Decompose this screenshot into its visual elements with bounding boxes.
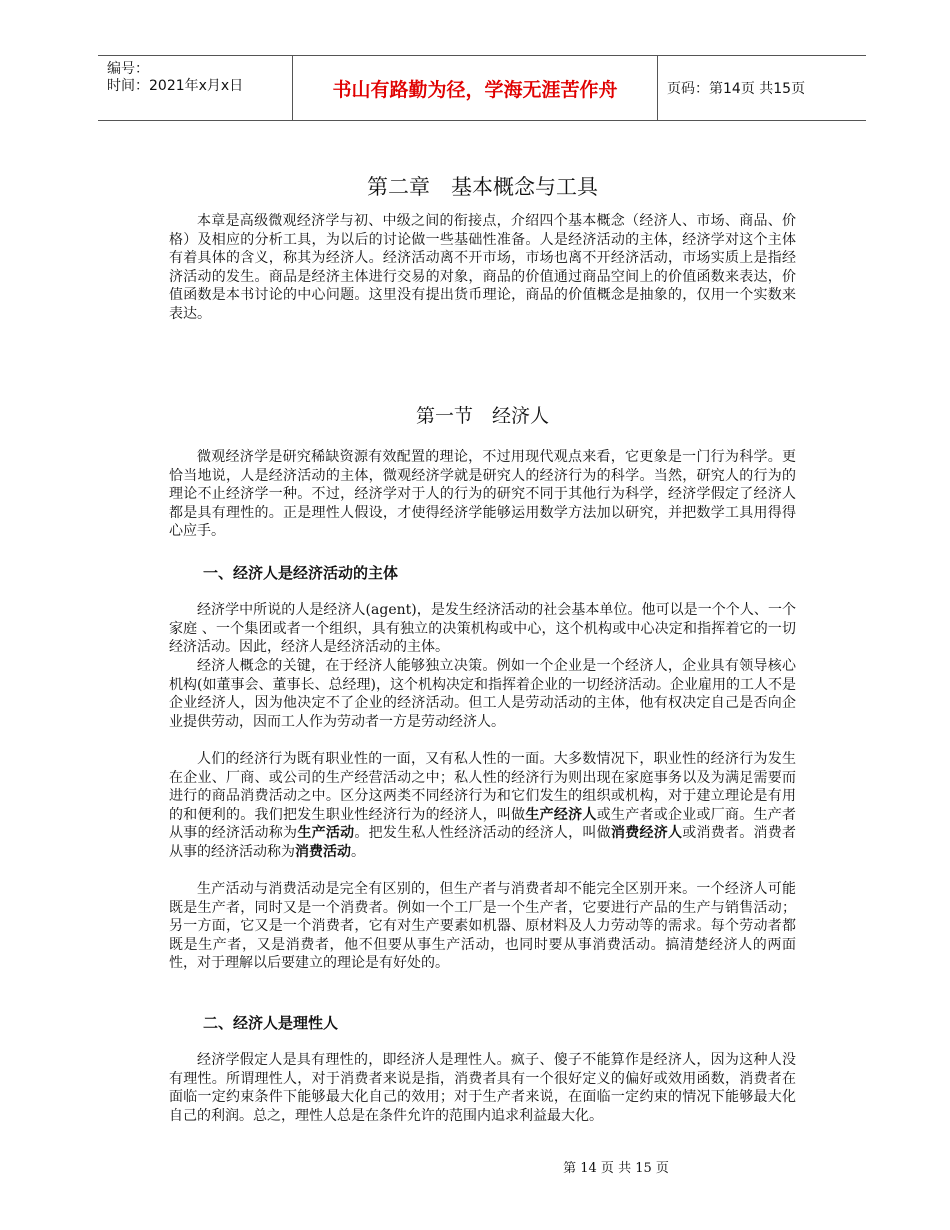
page-header <box>98 55 866 121</box>
code-label: 编号： <box>107 61 149 77</box>
section-title: 第一节 经济人 <box>415 405 549 427</box>
heading-rational-agent: 二、经济人是理性人 <box>203 1014 339 1032</box>
section-intro: 微观经济学是研究稀缺资源有效配置的理论，不过用现代观点来看，它更象是一门行为科学。更恰当地说，人是经济活动的主体，微观经济学就是研究人的经济行为的科学。当然，研究人的行为的理论不止经济学一种。不过，经济学对于人的行为的研究不同于其他行为科学，经济学假定了经济人都是具有理性的。正是理性人假设，才使得经济学能够运用数学方法加以研究，并把数学工具用得得心应手。 <box>169 449 796 540</box>
p3-text-4: 或消费者。消费者从事的经济活动称为 <box>169 825 797 860</box>
paragraph-agent-decision: 经济人概念的关键，在于经济人能够独立决策。例如一个企业是一个经济人，企业具有领导核心机构(如董事会、董事长、总经理)，这个机构决定和指挥着企业的一切经济活动。企业雇用的工人不是企业经济人，因为他决定不了企业的经济活动。但工人是劳动活动的主体，他有权决定自己是否向企业提供劳动，因而工人作为劳动者一方是劳动经济人。 <box>169 658 796 730</box>
chapter-intro: 本章是高级微观经济学与初、中级之间的衔接点，介绍四个基本概念（经济人、市场、商品、价格）及相应的分析工具，为以后的讨论做一些基础性准备。人是经济活动的主体，经济学对这个主体有着具体的含义，称其为经济人。经济活动离不开市场，市场也离不开经济活动，市场实质上是指经济活动的发生。商品是经济主体进行交易的对象，商品的价值通过商品空间上的价值函数来表达，价值函数是本书讨论的中心问题。这里没有提出货币理论，商品的价值概念是抽象的，仅用一个实数来表达。 <box>169 213 796 322</box>
paragraph-rational-agent: 经济学假定人是具有理性的，即经济人是理性人。疯子、傻子不能算作是经济人，因为这种人没有理性。所谓理性人，对于消费者来说是指，消费者具有一个很好定义的偏好或效用函数，消费者在面临一定约束条件下能够最大化自己的效用；对于生产者来说，在面临一定约束的情况下能够最大化自己的利润。总之，理性人总是在条件允许的范围内追求利益最大化。 <box>169 1052 796 1124</box>
p3-text-1: 人们的经济行为既有职业性的一面，又有私人性的一面。大多数情况下，职业性的经济行为发生在企业、厂商、或公司的生产经营活动之中；私人性的经济行为则出现在家庭事务以及为满足需要而进行的商品消费活动之中。区分这两类不同经济行为和它们发生的组织或机构，对于建立理论是有用的和便利的。我们把发生职业性经济行为的经济人，叫做 <box>169 751 796 823</box>
page-footer: 第 14 页 共 15 页 <box>563 1161 669 1176</box>
header-page-info: 页码：第14页 共15页 <box>667 81 806 97</box>
term-production-activity: 生产活动 <box>297 825 355 842</box>
term-consumer-agent: 消费经济人 <box>610 825 683 842</box>
p3-text-3: 。把发生私人性经济活动的经济人，叫做 <box>354 825 611 842</box>
paragraph-agent-duality: 生产活动与消费活动是完全有区别的，但生产者与消费者却不能完全区别开来。一个经济人可能既是生产者，同时又是一个消费者。例如一个工厂是一个生产者，它要进行产品的生产与销售活动；另一方面，它又是一个消费者，它有对生产要素如机器、原材料及人力劳动等的需求。每个劳动者都既是生产者，又是消费者，他不但要从事生产活动，也同时要从事消费活动。搞清楚经济人的两面性，对于理解以后要建立的理论是有好处的。 <box>169 881 796 972</box>
chapter-title: 第二章 基本概念与工具 <box>367 175 598 199</box>
header-meta <box>98 56 293 120</box>
paragraph-agent-behavior <box>169 750 796 862</box>
paragraph-agent-definition: 经济学中所说的人是经济人(agent)，是发生经济活动的社会基本单位。他可以是一个个人、一个家庭 、一个集团或者一个组织，具有独立的决策机构或中心，这个机构或中心决定和指挥着它的一切经济活动。因此，经济人是经济活动的主体。 <box>169 602 796 656</box>
time-label: 时间：2021年x月x日 <box>107 78 244 94</box>
p3-text-2: 或生产者或企业或厂商。生产者从事的经济活动称为 <box>169 806 797 842</box>
p3-text-5: 。 <box>351 843 365 860</box>
term-consumption-activity: 消费活动 <box>295 843 351 860</box>
term-producer-agent: 生产经济人 <box>525 806 597 823</box>
header-motto: 书山有路勤为径，学海无涯苦作舟 <box>293 56 658 120</box>
heading-economic-agent-subject: 一、经济人是经济活动的主体 <box>203 564 399 582</box>
